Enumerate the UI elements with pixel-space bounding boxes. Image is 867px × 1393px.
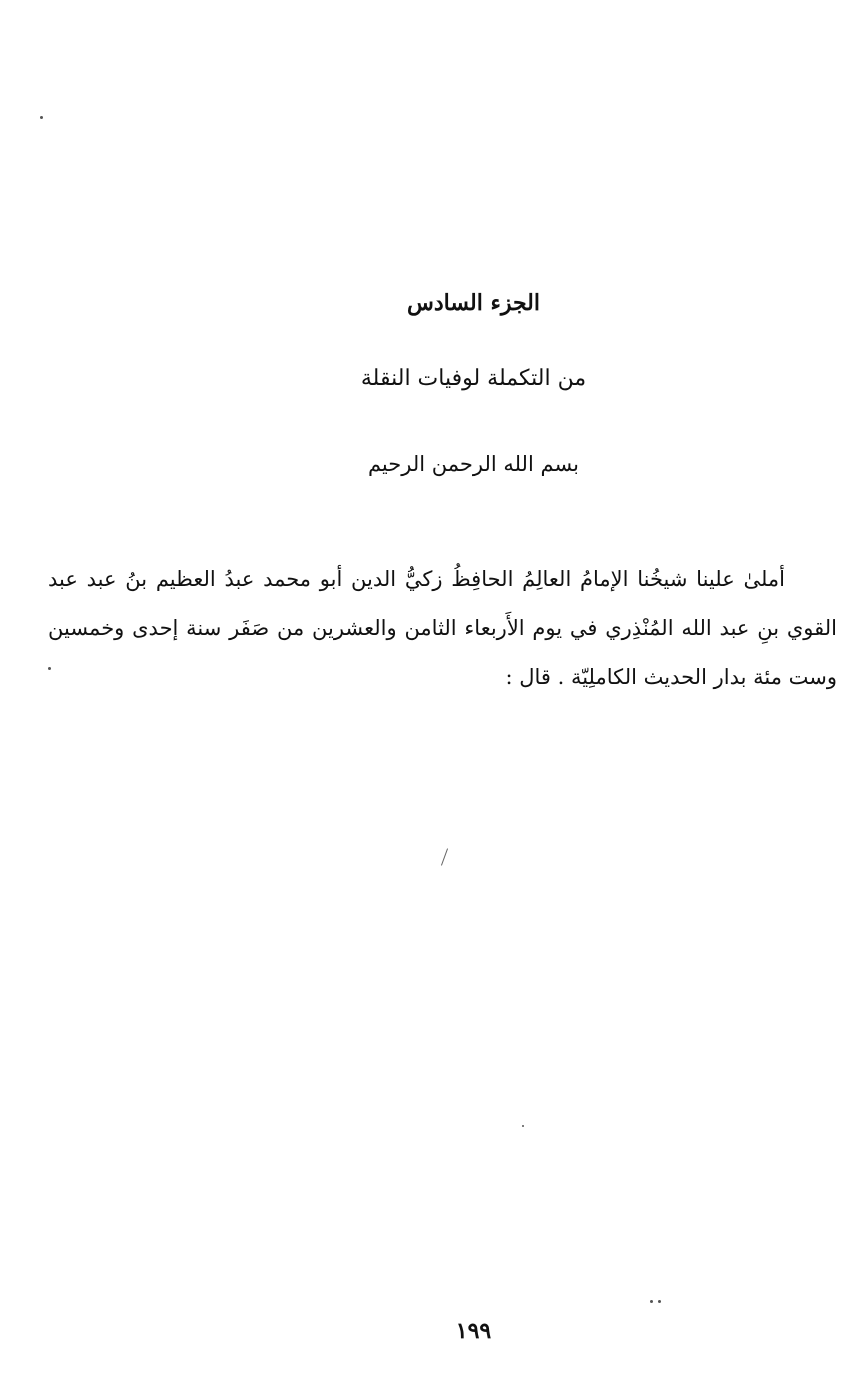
basmala: بسم الله الرحمن الرحيم bbox=[367, 452, 580, 476]
scan-speck bbox=[650, 1300, 653, 1303]
part-title: الجزء السادس bbox=[407, 290, 540, 316]
scan-stroke bbox=[441, 848, 448, 865]
scan-speck bbox=[658, 1300, 661, 1303]
scan-speck bbox=[40, 116, 43, 119]
body-paragraph: أملىٰ علينا شيخُنا الإمامُ العالِمُ الحافِظُ زكيُّ الدين أبو محمد عبدُ العظيم بنُ عبد عبد القوي بنِ عبد الله المُنْذِري في يوم الأَربعاء الثامن والعشرين من صَفَر سنة إحدى وخمسين وست مئة بدار الحديث الكاملِيّة . قال : bbox=[48, 567, 837, 689]
scan-speck bbox=[522, 1125, 524, 1127]
scan-speck bbox=[48, 667, 51, 670]
page-number: ١٩٩ bbox=[455, 1318, 492, 1344]
book-title: من التكملة لوفيات النقلة bbox=[360, 366, 587, 391]
